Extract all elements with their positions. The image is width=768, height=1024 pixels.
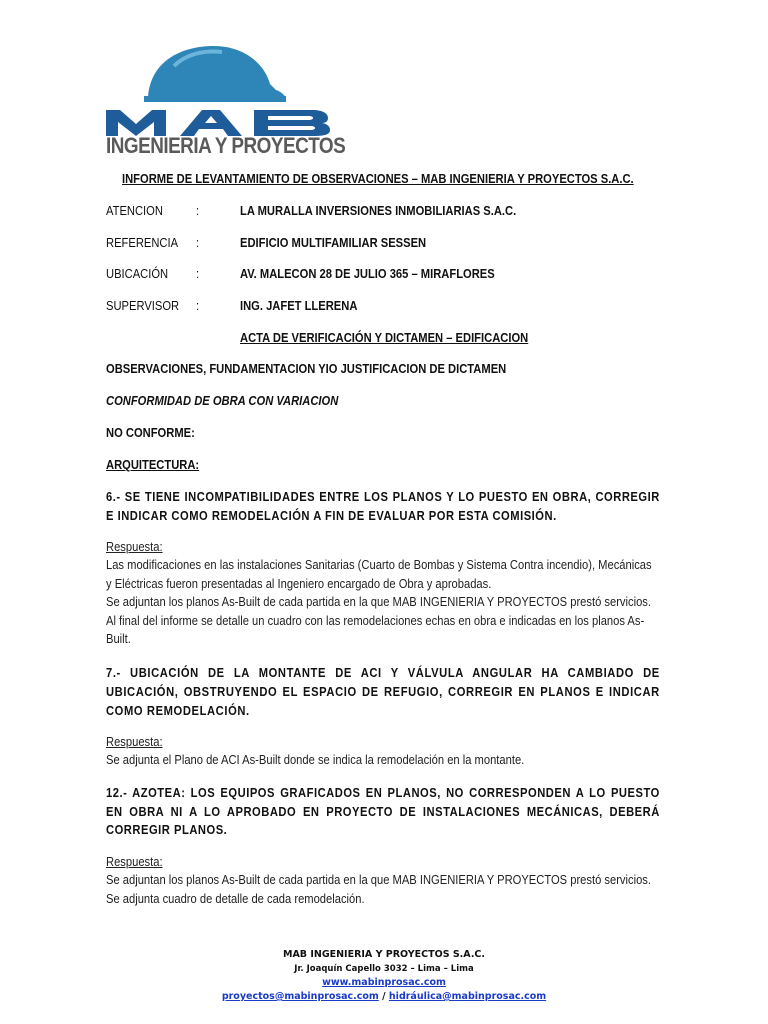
footer-website-link[interactable]: www.mabinprosac.com — [322, 977, 446, 988]
section-heading-arquitectura: ARQUITECTURA: — [106, 457, 200, 472]
document-title: INFORME DE LEVANTAMIENTO DE OBSERVACIONES – MAB INGENIERIA Y PROYECTOS S.A.C. — [122, 171, 634, 186]
header-value-atencion: LA MURALLA INVERSIONES INMOBILIARIAS S.A.C. — [240, 203, 517, 218]
observation-6: 6.- SE TIENE INCOMPATIBILIDADES ENTRE LOS PLANOS Y LO PUESTO EN OBRA, CORREGIR E INDICAR COMO REMODELACIÓN A FIN DE EVALUAR POR ESTA COMISIÓN. — [106, 489, 660, 523]
footer-separator: / — [378, 991, 389, 1002]
header-value-referencia: EDIFICIO MULTIFAMILIAR SESSEN — [240, 235, 427, 250]
response-label: Respuesta: — [106, 854, 163, 869]
response-line: Se adjunta el Plano de ACI As-Built donde se indica la remodelación en la montante. — [106, 752, 525, 767]
response-line: Las modificaciones en las instalaciones Sanitarias (Cuarto de Bombas y Sistema Contra incendio), Mecánicas y Eléctricas fueron presentadas al Ingeniero encargado de Obra y aprobadas. — [106, 557, 652, 591]
observation-12: 12.- AZOTEA: LOS EQUIPOS GRAFICADOS EN PLANOS, NO CORRESPONDEN A LO PUESTO EN OBRA NI A LO APROBADO EN PROYECTO DE INSTALACIONES MECÁNICAS, DEBERÁ CORREGIR PLANOS. — [106, 785, 660, 837]
observation-7: 7.- UBICACIÓN DE LA MONTANTE DE ACI Y VÁLVULA ANGULAR HA CAMBIADO DE UBICACIÓN, OBSTRUYENDO EL ESPACIO DE REFUGIO, CORREGIR EN PLANOS E INDICAR COMO REMODELACIÓN. — [106, 665, 660, 718]
header-value-supervisor: ING. JAFET LLERENA — [240, 298, 358, 313]
no-conforme-label: NO CONFORME: — [106, 425, 195, 440]
response-label: Respuesta: — [106, 734, 163, 749]
header-label-supervisor: SUPERVISOR — [106, 298, 180, 313]
footer — [0, 948, 768, 1004]
footer-company: MAB INGENIERIA Y PROYECTOS S.A.C. — [282, 949, 486, 960]
response-text — [106, 556, 660, 649]
response-label: Respuesta: — [106, 539, 163, 554]
conformidad-label: CONFORMIDAD DE OBRA CON VARIACION — [106, 393, 339, 408]
response-line: Se adjunta cuadro de detalle de cada remodelación. — [106, 890, 365, 906]
response-text — [106, 871, 660, 908]
footer-address: Jr. Joaquín Capello 3032 – Lima – Lima — [294, 964, 474, 974]
header-colon: : — [196, 235, 200, 250]
header-value-ubicacion: AV. MALECON 28 DE JULIO 365 – MIRAFLORES — [240, 266, 495, 281]
header-colon: : — [196, 203, 200, 218]
header-colon: : — [196, 266, 200, 281]
header-colon: : — [196, 298, 200, 313]
response-line: Al final del informe se detalle un cuadro con las remodelaciones echas en obra e indicadas en los planos As-Built. — [106, 612, 645, 646]
footer-email-hidraulica-link[interactable]: hidráulica@mabinprosac.com — [388, 991, 547, 1002]
response-text — [106, 751, 660, 770]
header-label-ubicacion: UBICACIÓN — [106, 266, 169, 281]
logo-subtitle: INGENIERIA Y PROYECTOS — [106, 133, 346, 158]
acta-title: ACTA DE VERIFICACIÓN Y DICTAMEN – EDIFICACION — [240, 330, 529, 345]
footer-email-proyectos-link[interactable]: proyectos@mabinprosac.com — [221, 991, 379, 1002]
observaciones-heading: OBSERVACIONES, FUNDAMENTACION YIO JUSTIFICACION DE DICTAMEN — [106, 361, 507, 376]
response-line: Se adjuntan los planos As-Built de cada partida en la que MAB INGENIERIA Y PROYECTOS prestó servicios. — [106, 872, 651, 887]
header-label-referencia: REFERENCIA — [106, 235, 179, 250]
response-line: Se adjuntan los planos As-Built de cada partida en la que MAB INGENIERIA Y PROYECTOS prestó servicios. — [106, 594, 651, 609]
header-label-atencion: ATENCION — [106, 203, 163, 218]
helmet-logo-icon — [104, 40, 336, 140]
